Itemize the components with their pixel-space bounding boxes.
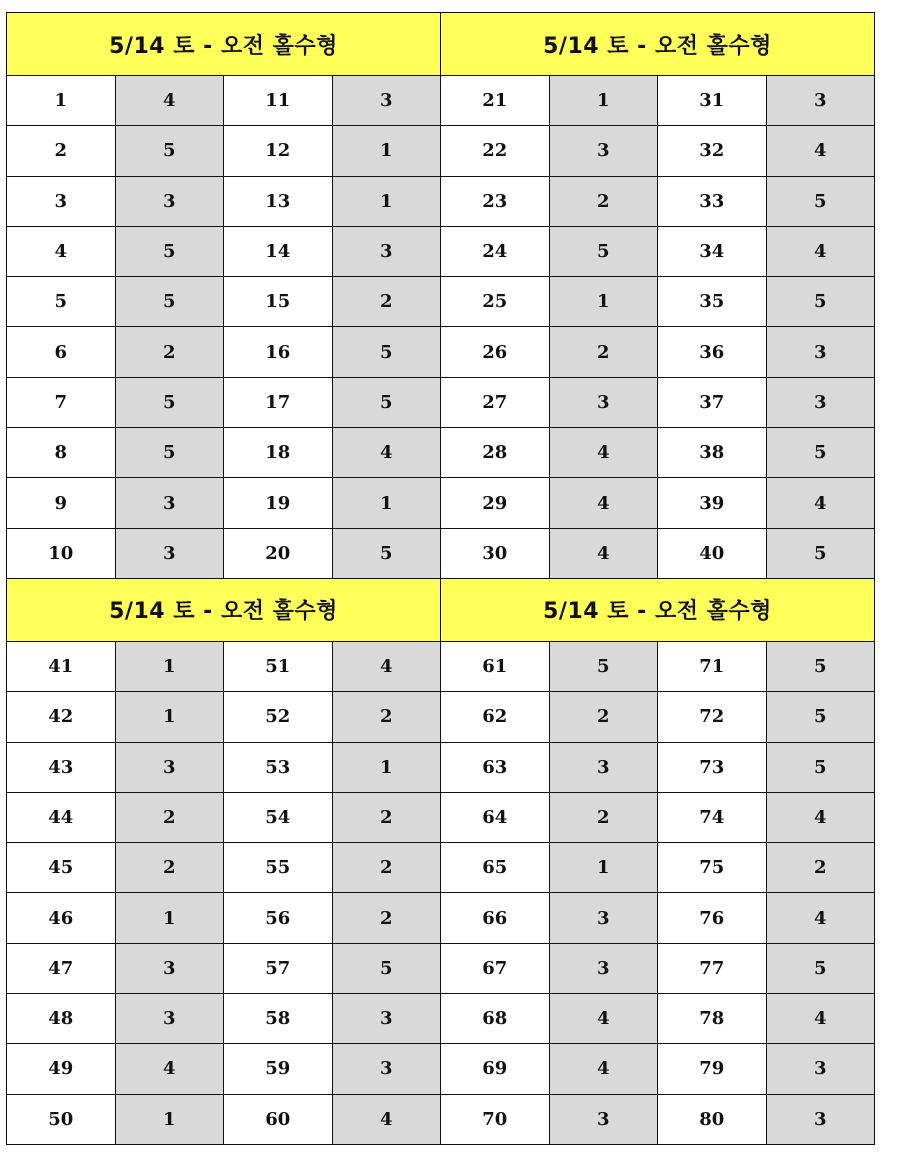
answer-cell: 4 [549,1044,658,1094]
answer-cell: 2 [332,893,441,943]
answer-cell: 1 [332,126,441,176]
section-header: 5/14 토 - 오전 홀수형 [441,578,875,641]
question-number-cell: 43 [7,742,116,792]
answer-cell: 5 [115,226,224,276]
answer-cell: 3 [115,994,224,1044]
answer-cell: 4 [549,994,658,1044]
answer-cell: 1 [332,478,441,528]
answer-cell: 1 [115,893,224,943]
question-number-cell: 39 [658,478,767,528]
question-number-cell: 26 [441,327,550,377]
answer-cell: 5 [766,428,875,478]
answer-cell: 2 [332,792,441,842]
question-number-cell: 68 [441,994,550,1044]
question-number-cell: 60 [224,1094,333,1144]
question-number-cell: 6 [7,327,116,377]
table-row [7,76,875,126]
answer-cell: 3 [766,377,875,427]
question-number-cell: 16 [224,327,333,377]
question-number-cell: 70 [441,1094,550,1144]
question-number-cell: 58 [224,994,333,1044]
question-number-cell: 23 [441,176,550,226]
answer-cell: 3 [115,528,224,578]
question-number-cell: 50 [7,1094,116,1144]
answer-cell: 3 [115,742,224,792]
answer-cell: 3 [332,1044,441,1094]
question-number-cell: 62 [441,692,550,742]
table-row [7,1044,875,1094]
answer-cell: 5 [766,692,875,742]
question-number-cell: 53 [224,742,333,792]
question-number-cell: 25 [441,277,550,327]
answer-cell: 3 [115,943,224,993]
question-number-cell: 9 [7,478,116,528]
question-number-cell: 79 [658,1044,767,1094]
question-number-cell: 20 [224,528,333,578]
answer-cell: 5 [766,742,875,792]
answer-cell: 5 [332,377,441,427]
question-number-cell: 15 [224,277,333,327]
answer-cell: 5 [115,428,224,478]
answer-cell: 3 [549,742,658,792]
answer-cell: 1 [332,742,441,792]
question-number-cell: 22 [441,126,550,176]
answer-cell: 1 [549,843,658,893]
answer-cell: 5 [332,327,441,377]
question-number-cell: 7 [7,377,116,427]
question-number-cell: 8 [7,428,116,478]
question-number-cell: 42 [7,692,116,742]
answer-cell: 1 [115,1094,224,1144]
question-number-cell: 61 [441,641,550,691]
question-number-cell: 75 [658,843,767,893]
answer-cell: 2 [549,692,658,742]
answer-cell: 4 [766,792,875,842]
answer-cell: 2 [766,843,875,893]
answer-cell: 4 [766,478,875,528]
question-number-cell: 77 [658,943,767,993]
table-row [7,843,875,893]
question-number-cell: 10 [7,528,116,578]
table-row [7,478,875,528]
question-number-cell: 28 [441,428,550,478]
question-number-cell: 72 [658,692,767,742]
answer-cell: 5 [115,126,224,176]
answer-cell: 5 [766,943,875,993]
question-number-cell: 55 [224,843,333,893]
question-number-cell: 21 [441,76,550,126]
question-number-cell: 3 [7,176,116,226]
question-number-cell: 30 [441,528,550,578]
answer-cell: 2 [115,843,224,893]
question-number-cell: 56 [224,893,333,943]
answer-cell: 4 [549,478,658,528]
question-number-cell: 46 [7,893,116,943]
table-row [7,692,875,742]
table-row [7,528,875,578]
table-row [7,1094,875,1144]
answer-cell: 3 [549,943,658,993]
question-number-cell: 11 [224,76,333,126]
answer-cell: 3 [766,327,875,377]
question-number-cell: 71 [658,641,767,691]
question-number-cell: 45 [7,843,116,893]
answer-cell: 3 [549,377,658,427]
question-number-cell: 18 [224,428,333,478]
answer-key-table [6,12,875,1145]
answer-cell: 5 [549,226,658,276]
answer-cell: 5 [115,277,224,327]
question-number-cell: 27 [441,377,550,427]
answer-cell: 5 [766,277,875,327]
question-number-cell: 47 [7,943,116,993]
question-number-cell: 59 [224,1044,333,1094]
question-number-cell: 67 [441,943,550,993]
question-number-cell: 32 [658,126,767,176]
answer-cell: 4 [332,1094,441,1144]
question-number-cell: 31 [658,76,767,126]
section-header: 5/14 토 - 오전 홀수형 [7,13,441,76]
question-number-cell: 49 [7,1044,116,1094]
table-row [7,277,875,327]
answer-cell: 4 [766,226,875,276]
question-number-cell: 40 [658,528,767,578]
question-number-cell: 33 [658,176,767,226]
question-number-cell: 2 [7,126,116,176]
answer-cell: 5 [332,528,441,578]
answer-cell: 3 [766,1094,875,1144]
question-number-cell: 78 [658,994,767,1044]
answer-cell: 3 [332,76,441,126]
answer-cell: 1 [332,176,441,226]
table-row [7,792,875,842]
answer-cell: 1 [549,277,658,327]
answer-cell: 4 [332,641,441,691]
answer-cell: 3 [332,994,441,1044]
table-row [7,893,875,943]
answer-cell: 4 [332,428,441,478]
question-number-cell: 41 [7,641,116,691]
question-number-cell: 74 [658,792,767,842]
answer-cell: 5 [766,528,875,578]
table-row [7,126,875,176]
question-number-cell: 17 [224,377,333,427]
answer-cell: 2 [549,176,658,226]
answer-cell: 5 [549,641,658,691]
question-number-cell: 4 [7,226,116,276]
answer-cell: 3 [766,76,875,126]
answer-cell: 4 [549,528,658,578]
table-row [7,377,875,427]
question-number-cell: 44 [7,792,116,842]
table-row [7,943,875,993]
answer-cell: 5 [332,943,441,993]
answer-cell: 1 [115,641,224,691]
answer-cell: 3 [549,126,658,176]
answer-cell: 2 [332,843,441,893]
table-row [7,742,875,792]
answer-cell: 1 [115,692,224,742]
question-number-cell: 14 [224,226,333,276]
answer-cell: 3 [115,478,224,528]
question-number-cell: 51 [224,641,333,691]
question-number-cell: 54 [224,792,333,842]
question-number-cell: 36 [658,327,767,377]
question-number-cell: 34 [658,226,767,276]
answer-cell: 4 [766,893,875,943]
answer-cell: 5 [115,377,224,427]
answer-cell: 2 [332,692,441,742]
table-row [7,226,875,276]
answer-cell: 1 [549,76,658,126]
question-number-cell: 76 [658,893,767,943]
table-row [7,428,875,478]
question-number-cell: 73 [658,742,767,792]
question-number-cell: 29 [441,478,550,528]
answer-cell: 4 [549,428,658,478]
answer-cell: 4 [766,126,875,176]
question-number-cell: 63 [441,742,550,792]
question-number-cell: 64 [441,792,550,842]
section-header: 5/14 토 - 오전 홀수형 [7,578,441,641]
question-number-cell: 48 [7,994,116,1044]
table-row [7,641,875,691]
answer-cell: 3 [332,226,441,276]
question-number-cell: 52 [224,692,333,742]
table-row [7,176,875,226]
question-number-cell: 12 [224,126,333,176]
table-row [7,994,875,1044]
question-number-cell: 65 [441,843,550,893]
answer-cell: 3 [549,1094,658,1144]
answer-cell: 3 [766,1044,875,1094]
question-number-cell: 38 [658,428,767,478]
question-number-cell: 19 [224,478,333,528]
answer-cell: 5 [766,641,875,691]
question-number-cell: 37 [658,377,767,427]
answer-cell: 4 [115,1044,224,1094]
question-number-cell: 66 [441,893,550,943]
answer-cell: 2 [549,792,658,842]
question-number-cell: 13 [224,176,333,226]
answer-cell: 2 [115,327,224,377]
answer-cell: 4 [766,994,875,1044]
answer-cell: 2 [549,327,658,377]
question-number-cell: 24 [441,226,550,276]
section-header: 5/14 토 - 오전 홀수형 [441,13,875,76]
answer-cell: 2 [332,277,441,327]
question-number-cell: 5 [7,277,116,327]
answer-cell: 3 [549,893,658,943]
question-number-cell: 1 [7,76,116,126]
table-row [7,327,875,377]
question-number-cell: 35 [658,277,767,327]
answer-cell: 3 [115,176,224,226]
question-number-cell: 57 [224,943,333,993]
answer-cell: 5 [766,176,875,226]
question-number-cell: 80 [658,1094,767,1144]
answer-cell: 2 [115,792,224,842]
answer-cell: 4 [115,76,224,126]
question-number-cell: 69 [441,1044,550,1094]
